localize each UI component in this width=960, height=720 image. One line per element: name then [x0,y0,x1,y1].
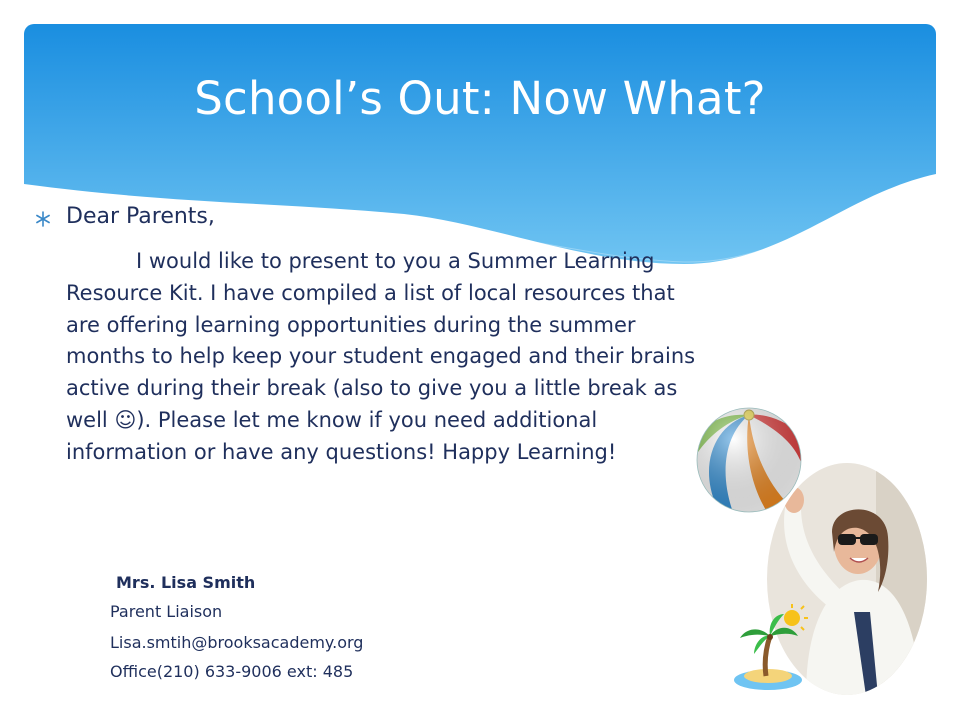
slide-title: School’s Out: Now What? [194,72,766,125]
signature-name: Mrs. Lisa Smith [116,573,256,592]
letter-body: I would like to present to you a Summer Learning Resource Kit. I have compiled a list of local resources that are offering learning opportunities during the summer months to help keep your student engaged and their brains active during their break (also to give you a little break as well ☺). Please let me know if you need additional information or have any questions! Happy Learning! [66,249,696,464]
palm-island-icon [732,604,810,692]
signature-role: Parent Liaison [110,602,223,621]
signature-phone: Office(210) 633-9006 ext: 485 [110,662,354,681]
signature-email: Lisa.smtih@brooksacademy.org [110,633,364,652]
asterisk-bullet-icon [34,210,52,228]
greeting: Dear Parents, [66,204,215,229]
header-wave-graphic [24,24,936,274]
header-banner [24,24,936,274]
